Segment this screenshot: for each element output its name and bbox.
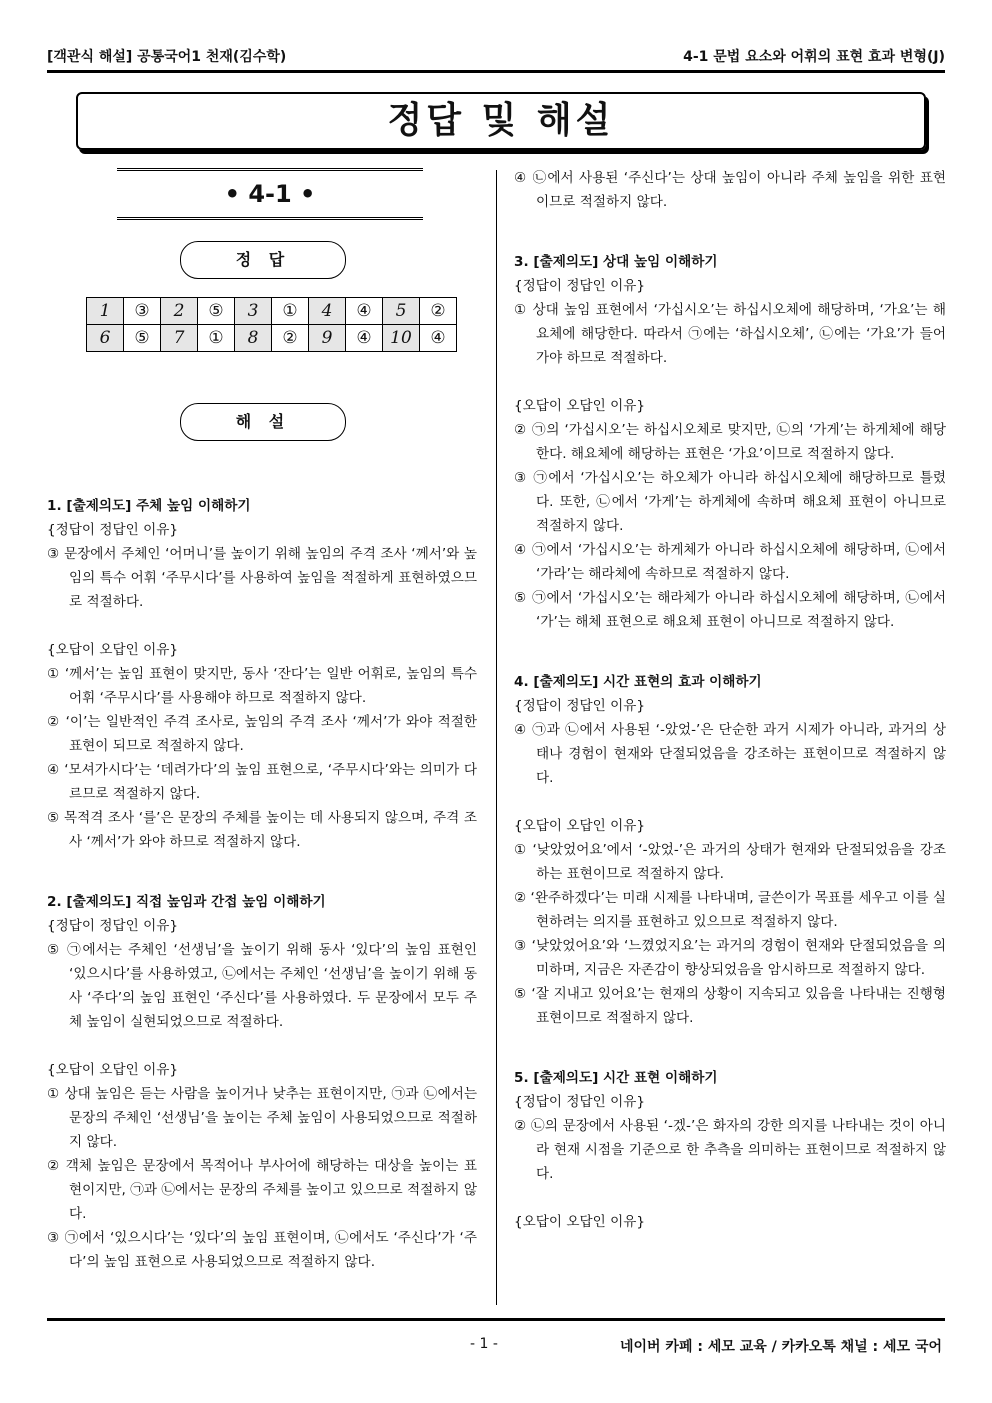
left-column: [47, 494, 477, 1274]
header-left: [객관식 해설] 공통국어1 천재(김수학): [47, 49, 287, 65]
q4-title: 4. [출제의도] 시간 표현의 효과 이해하기: [514, 674, 762, 690]
question-number: 10: [383, 325, 420, 352]
question-number: 9: [309, 325, 346, 352]
footer-rule: [47, 1318, 945, 1321]
q2-wrong-item: ① 상대 높임은 듣는 사람을 높이거나 낮추는 표현이지만, ㉠과 ㉡에서는 문장의 주체인 ‘선생님’을 높이는 주체 높임이 사용되었으므로 적절하지 않다.: [47, 1086, 477, 1150]
q5-title: 5. [출제의도] 시간 표현 이해하기: [514, 1070, 718, 1086]
q5-wrong-head: {오답이 오답인 이유}: [514, 1214, 645, 1230]
q1-correct-head: {정답이 정답인 이유}: [47, 522, 178, 538]
q1-wrong-item: ② ‘이’는 일반적인 주격 조사로, 높임의 주격 조사 ‘께서’가 와야 적절한 표현이 되므로 적절하지 않다.: [47, 714, 477, 754]
answer-value: ⑤: [124, 325, 161, 352]
answer-value: ①: [272, 298, 309, 325]
answer-value: ②: [272, 325, 309, 352]
answer-value: ②: [420, 298, 457, 325]
section-heading: [117, 168, 423, 220]
answer-pill: 정 답: [180, 241, 346, 279]
answer-row: [87, 325, 457, 352]
q3-title: 3. [출제의도] 상대 높임 이해하기: [514, 254, 718, 270]
question-number: 7: [161, 325, 198, 352]
footer-credit: 네이버 카페 : 세모 교육 / 카카오톡 채널 : 세모 국어: [619, 1339, 942, 1355]
q2-wrong-head: {오답이 오답인 이유}: [47, 1062, 178, 1078]
answer-value: ⑤: [198, 298, 235, 325]
page-number: - 1 -: [470, 1336, 498, 1352]
answer-row: [87, 298, 457, 325]
section-label: • 4-1 •: [224, 180, 316, 208]
answer-value: ③: [124, 298, 161, 325]
q2-wrong-item: ④ ㉡에서 사용된 ‘주신다’는 상대 높임이 아니라 주체 높임을 위한 표현이므로 적절하지 않다.: [514, 170, 946, 210]
q4-wrong-head: {오답이 오답인 이유}: [514, 818, 645, 834]
column-divider: [496, 170, 497, 1305]
q1-wrong-item: ① ‘께서’는 높임 표현이 맞지만, 동사 ‘잔다’는 일반 어휘로, 높임의 특수 어휘 ‘주무시다’를 사용해야 하므로 적절하지 않다.: [47, 666, 477, 706]
page-title: 정답 및 해설: [76, 92, 926, 150]
answer-table: [86, 297, 457, 352]
q1-wrong-item: ④ ‘모셔가시다’는 ‘데려가다’의 높임 표현으로, ‘주무시다’와는 의미가 다르므로 적절하지 않다.: [47, 762, 477, 802]
answer-value: ④: [346, 298, 383, 325]
q2-wrong-item: ② 객체 높임은 문장에서 목적어나 부사어에 해당하는 대상을 높이는 표현이지만, ㉠과 ㉡에서는 문장의 주체를 높이고 있으므로 적절하지 않다.: [47, 1158, 477, 1222]
q4-wrong-item: ② ‘완주하겠다’는 미래 시제를 나타내며, 글쓴이가 목표를 세우고 이를 실현하려는 의지를 표현하고 있으므로 적절하지 않다.: [514, 890, 946, 930]
q3-correct-head: {정답이 정답인 이유}: [514, 278, 645, 294]
q1-wrong-item: ⑤ 목적격 조사 ‘를’은 문장의 주체를 높이는 데 사용되지 않으며, 주격 조사 ‘께서’가 와야 하므로 적절하지 않다.: [47, 810, 477, 850]
question-number: 8: [235, 325, 272, 352]
q3-wrong-item: ⑤ ㉠에서 ‘가십시오’는 해라체가 아니라 하십시오체에 해당하며, ㉡에서 ‘가’는 해체 표현으로 해요체 표현이 아니므로 적절하지 않다.: [514, 590, 946, 630]
q3-wrong-item: ③ ㉠에서 ‘가십시오’는 하오체가 아니라 하십시오체에 해당하므로 틀렸다. 또한, ㉡에서 ‘가게’는 하게체에 속하며 해요체 표현이 아니므로 적절하지 않다.: [514, 470, 946, 534]
q2-correct: ⑤ ㉠에서는 주체인 ‘선생님’을 높이기 위해 동사 ‘있다’의 높임 표현인 ‘있으시다’를 사용하였고, ㉡에서는 주체인 ‘선생님’을 높이기 위해 동사 ‘주다’의 높임 표현인 ‘주신다’를 사용하였다. 두 문장에서 모두 주체 높임이 실현되었으므로 적절하다.: [47, 942, 477, 1030]
question-number: 3: [235, 298, 272, 325]
header-rule: [47, 70, 945, 73]
q2-title: 2. [출제의도] 직접 높임과 간접 높임 이해하기: [47, 894, 326, 910]
question-number: 5: [383, 298, 420, 325]
answer-value: ①: [198, 325, 235, 352]
q1-title: 1. [출제의도] 주체 높임 이해하기: [47, 498, 251, 514]
answer-value: ④: [420, 325, 457, 352]
question-number: 2: [161, 298, 198, 325]
q5-correct-head: {정답이 정답인 이유}: [514, 1094, 645, 1110]
right-column: [514, 166, 946, 1234]
q2-wrong-item: ③ ㉠에서 ‘있으시다’는 ‘있다’의 높임 표현이며, ㉡에서도 ‘주신다’가 ‘주다’의 높임 표현으로 사용되었으므로 적절하지 않다.: [47, 1230, 477, 1270]
q4-wrong-item: ③ ‘낮았었어요’와 ‘느꼈었지요’는 과거의 경험이 현재와 단절되었음을 의미하며, 지금은 자존감이 향상되었음을 암시하므로 적절하지 않다.: [514, 938, 946, 978]
q4-correct-head: {정답이 정답인 이유}: [514, 698, 645, 714]
q1-wrong-head: {오답이 오답인 이유}: [47, 642, 178, 658]
q3-wrong-item: ② ㉠의 ‘가십시오’는 하십시오체로 맞지만, ㉡의 ‘가게’는 하게체에 해당한다. 해요체에 해당하는 표현은 ‘가요’이므로 적절하지 않다.: [514, 422, 946, 462]
q3-wrong-item: ④ ㉠에서 ‘가십시오’는 하게체가 아니라 하십시오체에 해당하며, ㉡에서 ‘가라’는 해라체에 속하므로 적절하지 않다.: [514, 542, 946, 582]
q4-wrong-item: ① ‘낮았었어요’에서 ‘-았었-’은 과거의 상태가 현재와 단절되었음을 강조하는 표현이므로 적절하지 않다.: [514, 842, 946, 882]
header-right: 4-1 문법 요소와 어휘의 표현 효과 변형(J): [683, 49, 945, 65]
q2-correct-head: {정답이 정답인 이유}: [47, 918, 178, 934]
page-header: [47, 44, 945, 68]
explain-pill: 해 설: [180, 403, 346, 441]
q5-correct: ② ㉡의 문장에서 사용된 ‘-겠-’은 화자의 강한 의지를 나타내는 것이 아니라 현재 시점을 기준으로 한 추측을 의미하는 표현이므로 적절하지 않다.: [514, 1118, 946, 1182]
q4-wrong-item: ⑤ ‘잘 지내고 있어요’는 현재의 상황이 지속되고 있음을 나타내는 진행형 표현이므로 적절하지 않다.: [514, 986, 946, 1026]
q3-wrong-head: {오답이 오답인 이유}: [514, 398, 645, 414]
question-number: 4: [309, 298, 346, 325]
q3-correct: ① 상대 높임 표현에서 ‘가십시오’는 하십시오체에 해당하며, ‘가요’는 해요체에 해당한다. 따라서 ㉠에는 ‘하십시오체’, ㉡에는 ‘가요’가 들어가야 하므로 적절하다.: [514, 302, 946, 366]
q4-correct: ④ ㉠과 ㉡에서 사용된 ‘-았었-’은 단순한 과거 시제가 아니라, 과거의 상태나 경험이 현재와 단절되었음을 강조하는 표현이므로 적절하지 않다.: [514, 722, 946, 786]
question-number: 6: [87, 325, 124, 352]
question-number: 1: [87, 298, 124, 325]
answer-value: ④: [346, 325, 383, 352]
q1-correct: ③ 문장에서 주체인 ‘어머니’를 높이기 위해 높임의 주격 조사 ‘께서’와 높임의 특수 어휘 ‘주무시다’를 사용하여 높임을 적절하게 표현하였으므로 적절하다.: [47, 546, 477, 610]
